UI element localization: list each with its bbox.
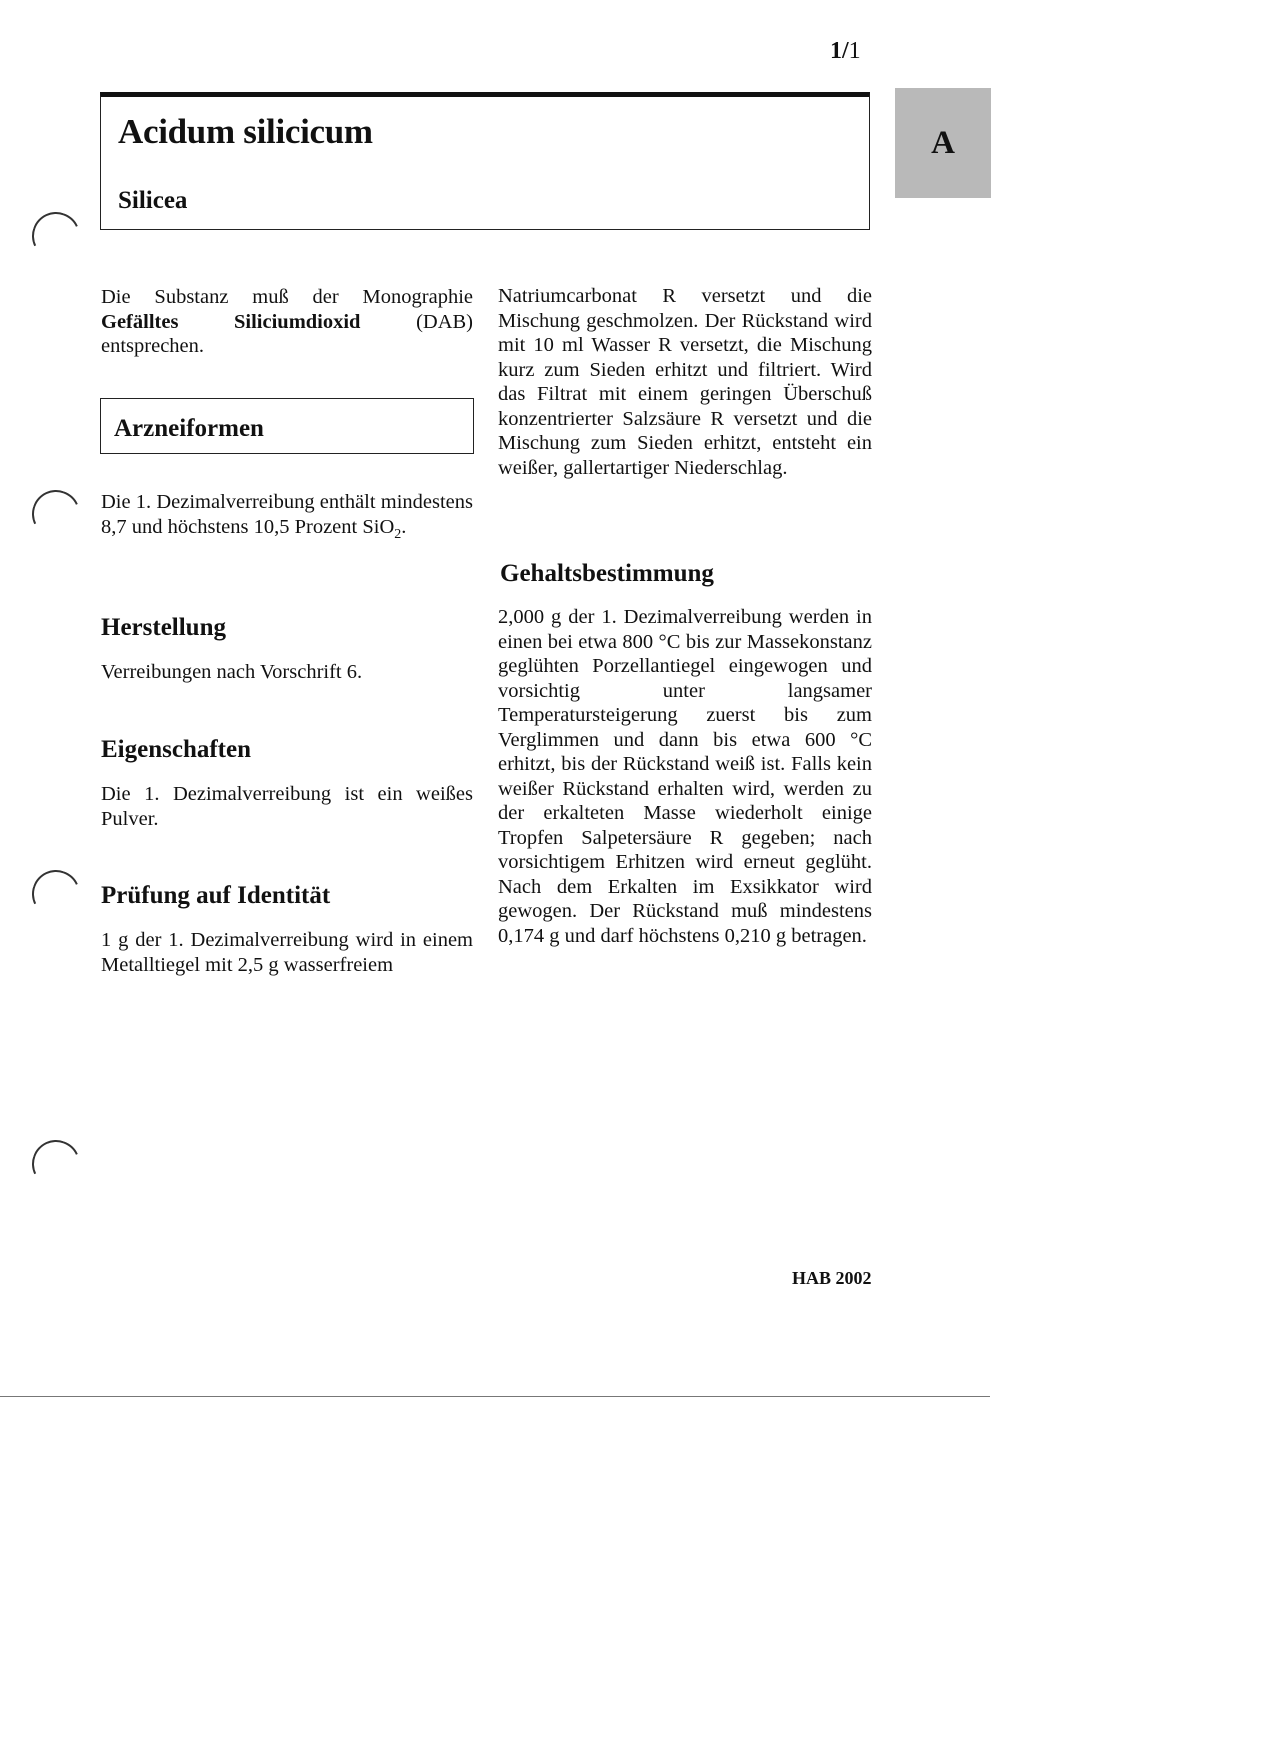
page-number: 1/1 (830, 38, 861, 64)
identitaet-text-part1: 1 g der 1. Dezimalverreibung wird in einem Metalltiegel mit 2,5 g wasserfreiem (101, 929, 473, 976)
arzneiformen-text: Die 1. Dezimalverreibung enthält mindestens 8,7 und höchstens 10,5 Prozent SiO$_2$. (101, 491, 473, 542)
herstellung-heading: Herstellung (101, 614, 226, 641)
index-tab-letter: A (895, 88, 991, 198)
monograph-title: Acidum silicicum (118, 112, 373, 151)
monograph-subtitle: Silicea (118, 187, 188, 214)
eigenschaften-text: Die 1. Dezimalverreibung ist ein weißes Pulver. (101, 783, 473, 830)
punch-hole-mark (25, 205, 87, 267)
page-bottom-rule (0, 1396, 990, 1397)
identitaet-heading: Prüfung auf Identität (101, 882, 331, 909)
punch-hole-mark (25, 483, 87, 545)
identitaet-text-part2: Natriumcarbonat R versetzt und die Mischung geschmolzen. Der Rückstand wird mit 10 ml Wasser R versetzt, die Mischung kurz zum Sieden erhitzt und filtriert. Wird das Filtrat mit einem geringen Überschuß konzentrierter Salzsäure R versetzt und die Mischung zum Sieden erhitzt, entsteht ein weißer, gallertartiger Niederschlag. (498, 285, 872, 479)
herstellung-text: Verreibungen nach Vorschrift 6. (101, 661, 363, 683)
punch-hole-mark (25, 863, 87, 925)
intro-paragraph: Die Substanz muß der Monographie Gefälltes Siliciumdioxid (DAB) entsprechen. (101, 286, 473, 357)
punch-hole-mark (25, 1133, 87, 1195)
eigenschaften-heading: Eigenschaften (101, 736, 251, 763)
gehalt-heading: Gehaltsbestimmung (500, 560, 714, 587)
gehalt-text: 2,000 g der 1. Dezimalverreibung werden in einen bei etwa 800 °C bis zur Massekonstanz geglühten Porzellantiegel eingewogen und vorsichtig unter langsamer Temperatursteigerung zuerst bis zum Verglimmen und dann bis etwa 600 °C erhitzt, bis der Rückstand weiß ist. Falls kein weißer Rückstand erhalten wird, werden zu der erkalteten Masse wiederholt einige Tropfen Salpetersäure R gegeben; nach vorsichtigem Erhitzen wird erneut geglüht. Nach dem Erkalten im Exsikkator wird gewogen. Der Rückstand muß mindestens 0,174 g und darf höchstens 0,210 g betragen. (498, 606, 872, 947)
footer-edition: HAB 2002 (792, 1268, 872, 1288)
arzneiformen-heading: Arzneiformen (114, 415, 264, 442)
